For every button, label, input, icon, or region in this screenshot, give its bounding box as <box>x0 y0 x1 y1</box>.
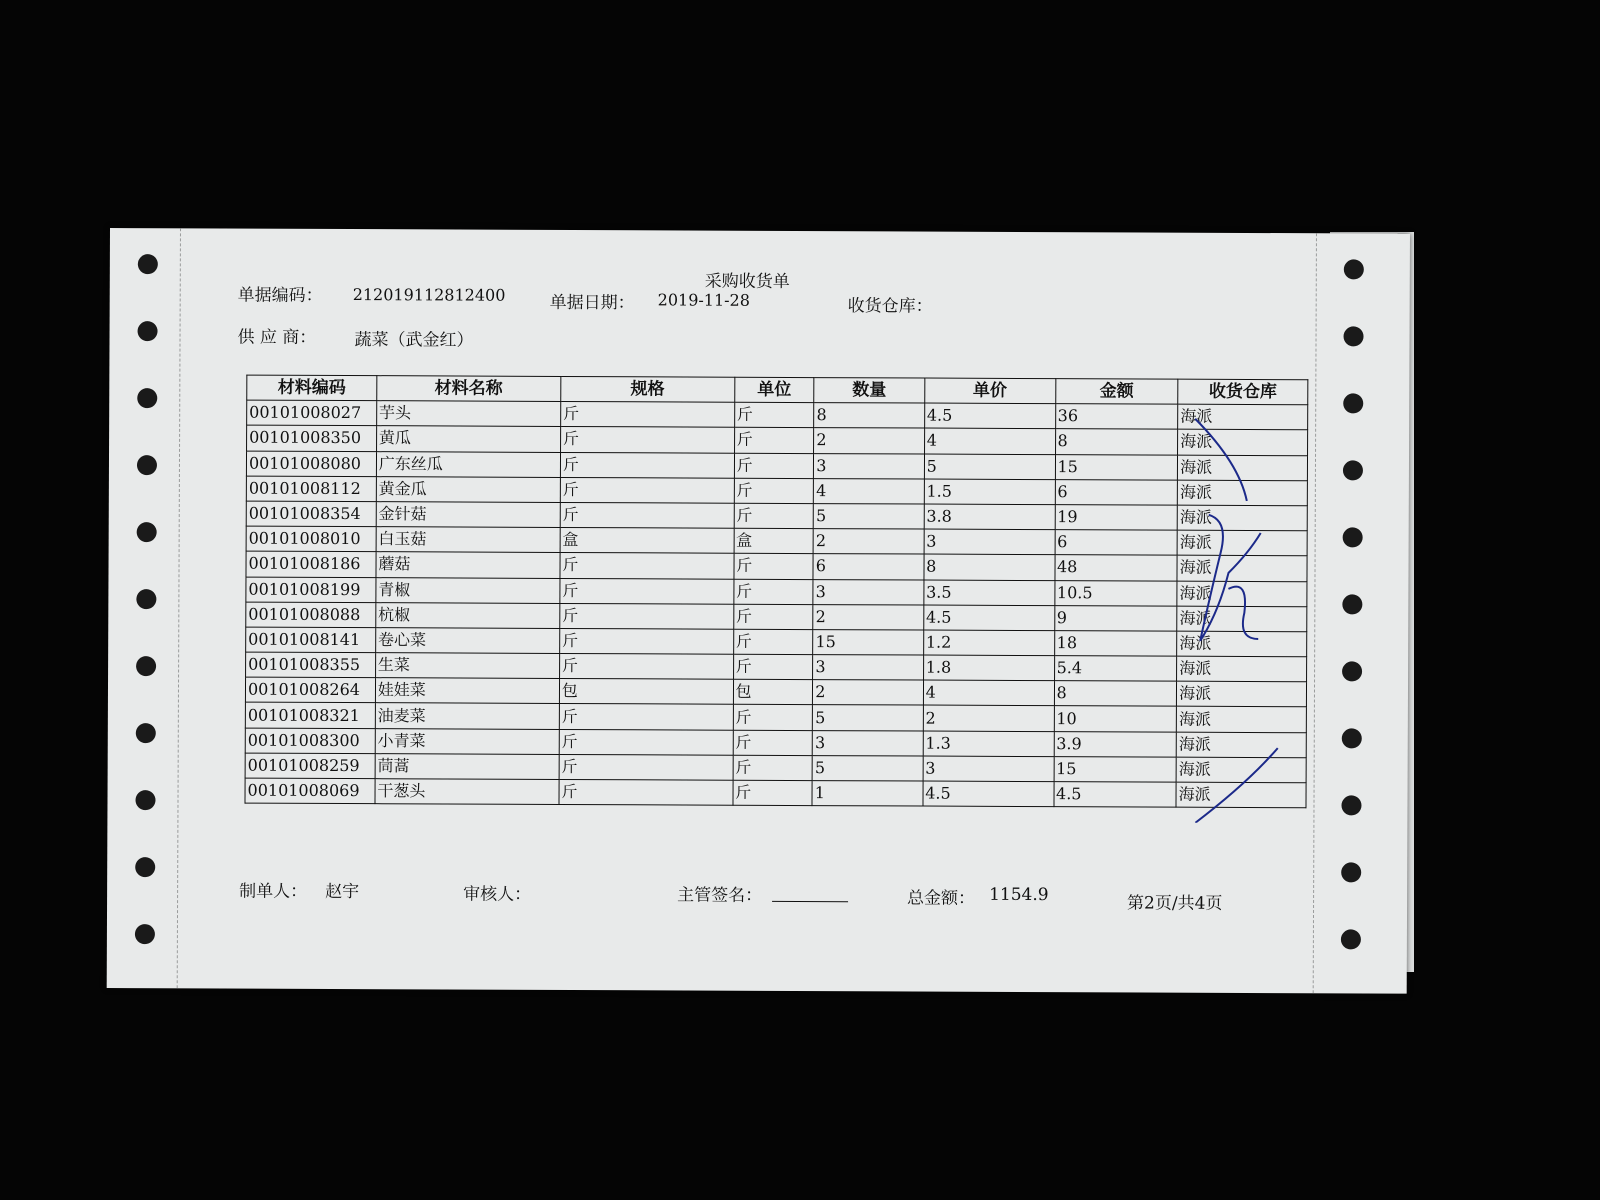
table-cell: 海派 <box>1176 782 1306 808</box>
perforation-hole <box>1343 326 1363 346</box>
table-cell: 3 <box>924 529 1055 555</box>
table-cell: 36 <box>1055 404 1178 430</box>
table-cell: 海派 <box>1177 480 1307 506</box>
header-cell: 数量 <box>814 378 924 404</box>
table-cell: 海派 <box>1177 656 1307 682</box>
form-title: 采购收货单 <box>704 271 790 292</box>
table-cell: 3 <box>813 655 923 681</box>
table-cell: 48 <box>1054 555 1177 581</box>
table-cell: 6 <box>1055 530 1178 556</box>
maker-label: 制单人： <box>239 881 308 902</box>
table-cell: 斤 <box>734 478 814 504</box>
table-cell: 5 <box>813 504 923 530</box>
table-cell: 1.5 <box>924 479 1055 505</box>
table-cell: 海派 <box>1176 732 1306 758</box>
table-cell: 斤 <box>733 604 813 630</box>
perforation-hole <box>136 656 156 676</box>
perforation-hole <box>135 790 155 810</box>
table-cell: 2 <box>923 705 1054 731</box>
table-cell: 海派 <box>1177 681 1307 707</box>
table-cell: 6 <box>1055 479 1178 505</box>
table-cell: 10.5 <box>1054 580 1177 606</box>
perforation-hole <box>135 857 155 877</box>
header-cell: 单价 <box>924 378 1055 404</box>
table-cell: 海派 <box>1176 757 1306 783</box>
table-cell: 00101008259 <box>245 753 375 779</box>
table-cell: 斤 <box>733 579 813 605</box>
table-cell: 4.5 <box>924 403 1055 429</box>
page-indicator: 第2页/共4页 <box>1127 893 1223 914</box>
table-cell: 海派 <box>1178 455 1308 481</box>
perforation-hole <box>1343 527 1363 547</box>
supervisor-label: 主管签名： <box>677 885 763 906</box>
perforation-line-left <box>177 228 181 988</box>
items-table <box>244 375 1308 809</box>
table-cell: 00101008069 <box>245 778 375 804</box>
table-cell: 海派 <box>1178 430 1308 456</box>
table-cell: 斤 <box>734 554 814 580</box>
table-cell: 海派 <box>1177 505 1307 531</box>
table-cell: 1.8 <box>923 655 1054 681</box>
table-cell: 00101008350 <box>247 425 377 451</box>
table-cell: 6 <box>813 554 923 580</box>
header-cell: 材料编码 <box>247 375 377 401</box>
table-cell: 斤 <box>734 402 814 428</box>
table-cell: 包 <box>733 679 813 705</box>
header-cell: 金额 <box>1055 379 1178 405</box>
table-cell: 00101008300 <box>245 728 375 754</box>
table-cell: 00101008141 <box>246 627 376 653</box>
perforation-hole <box>1343 393 1363 413</box>
perforation-hole <box>1343 460 1363 480</box>
table-cell: 青椒 <box>376 577 560 603</box>
perforation-hole <box>137 522 157 542</box>
table-cell: 斤 <box>734 428 814 454</box>
table-cell: 斤 <box>734 503 814 529</box>
table-cell: 00101008199 <box>246 577 376 603</box>
table-cell: 斤 <box>733 755 813 781</box>
table-cell: 3.8 <box>924 504 1055 530</box>
table-cell: 00101008264 <box>245 677 375 703</box>
date-label: 单据日期： <box>549 292 635 314</box>
table-cell: 00101008186 <box>246 551 376 577</box>
table-cell: 00101008027 <box>247 400 377 426</box>
table-cell: 斤 <box>734 453 814 479</box>
table-cell: 黄瓜 <box>376 426 560 452</box>
table-cell: 斤 <box>733 730 813 756</box>
table-cell: 3 <box>814 453 924 479</box>
perforation-hole <box>1344 259 1364 279</box>
table-cell: 00101008088 <box>246 602 376 628</box>
table-cell: 海派 <box>1177 555 1307 581</box>
table-cell: 3.9 <box>1054 731 1177 757</box>
receipt-form <box>107 228 1410 994</box>
perforation-hole <box>1341 795 1361 815</box>
table-cell: 盒 <box>560 528 734 554</box>
table-cell: 2 <box>813 604 923 630</box>
header-cell: 单位 <box>734 377 814 403</box>
table-cell: 4 <box>923 680 1054 706</box>
table-cell: 斤 <box>560 452 734 478</box>
perforation-hole <box>1342 728 1362 748</box>
doc-no-value: 212019112812400 <box>352 285 506 305</box>
doc-no-label: 单据编码： <box>237 285 323 306</box>
table-cell: 小青菜 <box>375 728 559 754</box>
warehouse-label: 收货仓库： <box>847 296 933 317</box>
table-cell: 茼蒿 <box>375 753 559 779</box>
table-cell: 2 <box>814 428 924 454</box>
table-cell: 斤 <box>559 779 733 805</box>
table-cell: 5.4 <box>1054 656 1177 682</box>
table-cell: 娃娃菜 <box>375 678 559 704</box>
table-cell: 1.3 <box>923 731 1054 757</box>
table-cell: 斤 <box>559 628 733 654</box>
table-cell: 8 <box>1054 681 1177 707</box>
table-cell: 斤 <box>560 402 734 428</box>
table-cell: 斤 <box>733 654 813 680</box>
table-cell: 油麦菜 <box>375 703 559 729</box>
table-cell: 3 <box>812 730 922 756</box>
table-cell: 金针菇 <box>376 502 560 528</box>
table-cell: 8 <box>814 403 924 429</box>
table-row <box>245 778 1306 808</box>
table-cell: 海派 <box>1177 631 1307 657</box>
table-cell: 海派 <box>1177 581 1307 607</box>
perforation-line-right <box>1313 233 1317 993</box>
table-cell: 3 <box>813 579 923 605</box>
table-cell: 斤 <box>733 629 813 655</box>
table-cell: 15 <box>1055 454 1178 480</box>
table-cell: 8 <box>1055 429 1178 455</box>
table-cell: 杭椒 <box>376 602 560 628</box>
table-cell: 00101008080 <box>246 451 376 477</box>
table-cell: 斤 <box>559 729 733 755</box>
table-cell: 1.2 <box>923 630 1054 656</box>
table-cell: 3.5 <box>924 580 1055 606</box>
table-cell: 斤 <box>559 704 733 730</box>
table-cell: 00101008355 <box>246 652 376 678</box>
perforation-hole <box>136 723 156 743</box>
table-cell: 斤 <box>560 427 734 453</box>
table-cell: 9 <box>1054 605 1177 631</box>
table-cell: 00101008112 <box>246 476 376 502</box>
perforation-hole <box>1342 661 1362 681</box>
table-cell: 4.5 <box>923 781 1054 807</box>
table-cell: 00101008354 <box>246 501 376 527</box>
table-cell: 00101008010 <box>246 526 376 552</box>
table-cell: 5 <box>813 705 923 731</box>
header-cell: 收货仓库 <box>1178 379 1308 405</box>
table-cell: 海派 <box>1176 707 1306 733</box>
table-cell: 斤 <box>560 502 734 528</box>
total-value: 1154.9 <box>989 884 1049 906</box>
table-cell: 斤 <box>559 754 733 780</box>
maker-value: 赵宇 <box>325 881 360 903</box>
table-cell: 00101008321 <box>245 703 375 729</box>
table-cell: 5 <box>812 755 922 781</box>
table-cell: 5 <box>924 454 1055 480</box>
table-cell: 4.5 <box>1053 782 1176 808</box>
table-cell: 黄金瓜 <box>376 476 560 502</box>
table-cell: 斤 <box>733 780 813 806</box>
perforation-hole <box>138 254 158 274</box>
table-cell: 19 <box>1055 505 1178 531</box>
table-cell: 4 <box>924 428 1055 454</box>
table-cell: 盒 <box>734 528 814 554</box>
perforation-hole <box>1341 862 1361 882</box>
table-cell: 4 <box>814 478 924 504</box>
table-cell: 3 <box>923 756 1054 782</box>
table-cell: 海派 <box>1177 530 1307 556</box>
table-cell: 2 <box>813 529 923 555</box>
table-cell: 1 <box>812 781 922 807</box>
table-cell: 芋头 <box>376 401 560 427</box>
supervisor-signature-line <box>772 901 848 902</box>
table-cell: 斤 <box>560 603 734 629</box>
perforation-hole <box>136 589 156 609</box>
perforation-hole <box>1342 594 1362 614</box>
header-cell: 材料名称 <box>377 376 561 402</box>
supplier-label: 供 应 商： <box>237 327 317 348</box>
table-cell: 干葱头 <box>375 779 559 805</box>
table-cell: 卷心菜 <box>375 628 559 654</box>
total-label: 总金额： <box>907 888 976 909</box>
table-cell: 包 <box>559 679 733 705</box>
table-cell: 8 <box>924 554 1055 580</box>
table-cell: 斤 <box>560 477 734 503</box>
table-cell: 10 <box>1054 706 1177 732</box>
table-cell: 海派 <box>1177 606 1307 632</box>
supplier-value: 蔬菜（武金红） <box>354 330 474 351</box>
table-cell: 生菜 <box>375 653 559 679</box>
perforation-hole <box>137 388 157 408</box>
date-value: 2019-11-28 <box>657 290 750 310</box>
table-cell: 斤 <box>560 553 734 579</box>
table-cell: 蘑菇 <box>376 552 560 578</box>
table-cell: 白玉菇 <box>376 527 560 553</box>
header-cell: 规格 <box>561 376 735 402</box>
table-cell: 15 <box>1054 756 1177 782</box>
table-cell: 广东丝瓜 <box>376 451 560 477</box>
table-cell: 18 <box>1054 630 1177 656</box>
table-cell: 海派 <box>1178 404 1308 430</box>
table-cell: 4.5 <box>923 605 1054 631</box>
table-cell: 斤 <box>559 654 733 680</box>
perforation-hole <box>1341 929 1361 949</box>
table-cell: 2 <box>813 680 923 706</box>
table-body <box>245 400 1308 808</box>
table-cell: 斤 <box>560 578 734 604</box>
perforation-hole <box>137 455 157 475</box>
perforation-hole <box>135 924 155 944</box>
reviewer-label: 审核人： <box>463 884 532 905</box>
table-cell: 15 <box>813 629 923 655</box>
perforation-hole <box>138 321 158 341</box>
table-cell: 斤 <box>733 705 813 731</box>
